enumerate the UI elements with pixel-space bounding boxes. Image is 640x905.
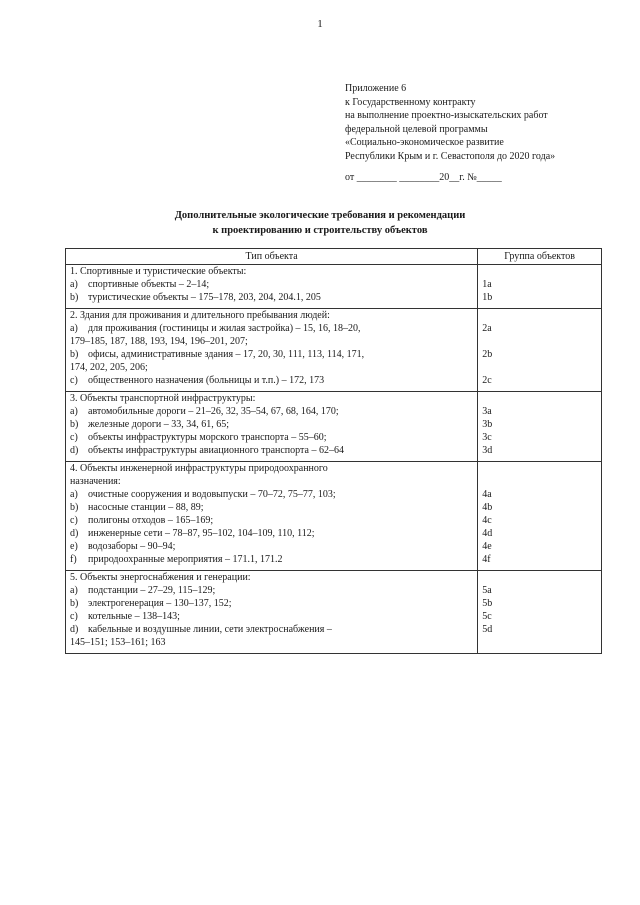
object-group-code: 2b bbox=[478, 348, 602, 374]
section-heading-cell bbox=[66, 265, 478, 279]
object-type-cell bbox=[66, 597, 478, 610]
object-type-continuation: 174, 202, 205, 206; bbox=[70, 362, 148, 373]
object-type-text: объекты инфраструктуры авиационного транспорта – 62–64 bbox=[88, 445, 344, 456]
item-marker: d) bbox=[70, 445, 79, 456]
document-title bbox=[0, 208, 640, 238]
table-row bbox=[66, 527, 602, 540]
object-type-text: спортивные объекты – 2–14; bbox=[88, 279, 210, 290]
section-heading-row bbox=[66, 392, 602, 406]
object-type-cell bbox=[66, 278, 478, 291]
object-type-text: природоохранные мероприятия – 171.1, 171.2 bbox=[88, 554, 283, 565]
object-group-code: 1b bbox=[478, 291, 602, 309]
object-type-line bbox=[70, 374, 473, 387]
object-group-code: 4a bbox=[478, 488, 602, 501]
object-type-line bbox=[70, 444, 473, 457]
item-marker: a) bbox=[70, 585, 78, 596]
item-marker: b) bbox=[70, 598, 79, 609]
object-type-cell bbox=[66, 418, 478, 431]
object-type-line bbox=[70, 322, 473, 335]
object-type-cell bbox=[66, 374, 478, 392]
object-group-code: 4d bbox=[478, 527, 602, 540]
table-row bbox=[66, 610, 602, 623]
appendix-line: к Государственному контракту bbox=[345, 96, 476, 108]
item-marker: a) bbox=[70, 279, 78, 290]
table-row bbox=[66, 623, 602, 654]
item-marker: e) bbox=[70, 541, 78, 552]
section-heading-group-cell bbox=[478, 571, 602, 585]
item-marker: c) bbox=[70, 375, 78, 386]
item-marker: a) bbox=[70, 406, 78, 417]
object-type-continuation: 179–185, 187, 188, 193, 194, 196–201, 207; bbox=[70, 336, 248, 347]
object-type-text: офисы, административные здания – 17, 20, 30, 111, 113, 114, 171, bbox=[88, 349, 365, 360]
object-group-code: 4b bbox=[478, 501, 602, 514]
section-heading-continuation: назначения: bbox=[70, 476, 121, 487]
table-row bbox=[66, 431, 602, 444]
object-type-line bbox=[70, 348, 473, 361]
object-type-line bbox=[70, 553, 473, 566]
object-type-text: железные дороги – 33, 34, 61, 65; bbox=[88, 419, 230, 430]
table-row bbox=[66, 348, 602, 374]
section-heading-row bbox=[66, 265, 602, 279]
section-heading-group-cell bbox=[478, 309, 602, 323]
table-header-row bbox=[66, 249, 602, 265]
object-type-cell bbox=[66, 610, 478, 623]
item-marker: b) bbox=[70, 292, 79, 303]
object-type-line bbox=[70, 623, 473, 636]
section-heading-group-cell bbox=[478, 392, 602, 406]
object-type-line bbox=[70, 527, 473, 540]
object-group-code: 5b bbox=[478, 597, 602, 610]
object-type-cell bbox=[66, 488, 478, 501]
object-type-line bbox=[70, 610, 473, 623]
object-group-code: 3d bbox=[478, 444, 602, 462]
section-heading: 5. Объекты энергоснабжения и генерации: bbox=[70, 572, 251, 583]
table-row bbox=[66, 291, 602, 309]
object-group-code: 4f bbox=[478, 553, 602, 571]
object-type-line bbox=[70, 501, 473, 514]
table-row bbox=[66, 405, 602, 418]
object-type-continuation: 145–151; 153–161; 163 bbox=[70, 637, 166, 648]
page-number: 1 bbox=[317, 18, 323, 30]
item-marker: c) bbox=[70, 515, 78, 526]
object-group-code: 2c bbox=[478, 374, 602, 392]
object-group-code: 5a bbox=[478, 584, 602, 597]
table-row bbox=[66, 374, 602, 392]
object-type-cell bbox=[66, 584, 478, 597]
object-type-cell bbox=[66, 348, 478, 374]
object-type-cell bbox=[66, 501, 478, 514]
table-row bbox=[66, 597, 602, 610]
section-heading: 1. Спортивные и туристические объекты: bbox=[70, 266, 247, 277]
appendix-header bbox=[345, 82, 625, 185]
object-group-code: 4e bbox=[478, 540, 602, 553]
object-groups-table bbox=[65, 248, 602, 654]
object-type-line bbox=[70, 418, 473, 431]
object-type-line bbox=[70, 278, 473, 291]
object-group-code: 3a bbox=[478, 405, 602, 418]
item-marker: c) bbox=[70, 432, 78, 443]
object-group-code: 3c bbox=[478, 431, 602, 444]
header-object-group: Группа объектов bbox=[478, 249, 602, 265]
table-row bbox=[66, 540, 602, 553]
object-type-line bbox=[70, 291, 473, 304]
object-type-text: общественного назначения (больницы и т.п.) – 172, 173 bbox=[88, 375, 325, 386]
object-type-text: очистные сооружения и водовыпуски – 70–72, 75–77, 103; bbox=[88, 489, 336, 500]
object-type-cell bbox=[66, 553, 478, 571]
object-type-line bbox=[70, 431, 473, 444]
item-marker: d) bbox=[70, 528, 79, 539]
object-type-cell bbox=[66, 444, 478, 462]
object-type-line bbox=[70, 597, 473, 610]
appendix-line: федеральной целевой программы bbox=[345, 123, 488, 135]
section-heading-cell bbox=[66, 309, 478, 323]
table-row bbox=[66, 501, 602, 514]
object-type-text: полигоны отходов – 165–169; bbox=[88, 515, 214, 526]
object-type-cell bbox=[66, 291, 478, 309]
object-type-text: насосные станции – 88, 89; bbox=[88, 502, 204, 513]
object-type-cell bbox=[66, 623, 478, 654]
object-type-text: кабельные и воздушные линии, сети электроснабжения – bbox=[88, 624, 332, 635]
section-heading: 4. Объекты инженерной инфраструктуры природоохранного bbox=[70, 463, 328, 474]
object-group-code: 5c bbox=[478, 610, 602, 623]
title-line: Дополнительные экологические требования и рекомендации bbox=[174, 210, 466, 221]
object-group-code: 2a bbox=[478, 322, 602, 348]
object-group-code: 1a bbox=[478, 278, 602, 291]
table-row bbox=[66, 322, 602, 348]
section-heading-group-cell bbox=[478, 265, 602, 279]
table-row bbox=[66, 514, 602, 527]
object-type-cell bbox=[66, 514, 478, 527]
item-marker: f) bbox=[70, 554, 77, 565]
object-type-text: водозаборы – 90–94; bbox=[88, 541, 176, 552]
section-heading: 2. Здания для проживания и длительного пребывания людей: bbox=[70, 310, 330, 321]
table-row bbox=[66, 488, 602, 501]
object-type-text: туристические объекты – 175–178, 203, 204, 204.1, 205 bbox=[88, 292, 321, 303]
object-type-text: электрогенерация – 130–137, 152; bbox=[88, 598, 232, 609]
appendix-line: Приложение 6 bbox=[345, 83, 407, 94]
object-type-cell bbox=[66, 431, 478, 444]
object-type-text: подстанции – 27–29, 115–129; bbox=[88, 585, 216, 596]
item-marker: a) bbox=[70, 489, 78, 500]
object-type-text: инженерные сети – 78–87, 95–102, 104–109, 110, 112; bbox=[88, 528, 315, 539]
object-type-line bbox=[70, 540, 473, 553]
appendix-line: на выполнение проектно-изыскательских работ bbox=[345, 110, 548, 121]
item-marker: c) bbox=[70, 611, 78, 622]
section-heading: 3. Объекты транспортной инфраструктуры: bbox=[70, 393, 256, 404]
object-type-cell bbox=[66, 322, 478, 348]
item-marker: a) bbox=[70, 323, 78, 334]
item-marker: d) bbox=[70, 624, 79, 635]
item-marker: b) bbox=[70, 502, 79, 513]
object-type-text: для проживания (гостиницы и жилая застройка) – 15, 16, 18–20, bbox=[88, 323, 361, 334]
section-heading-cell bbox=[66, 571, 478, 585]
appendix-line: «Социально-экономическое развитие bbox=[345, 137, 504, 148]
object-type-line bbox=[70, 405, 473, 418]
header-object-type: Тип объекта bbox=[66, 249, 478, 265]
object-group-code: 3b bbox=[478, 418, 602, 431]
table-row bbox=[66, 418, 602, 431]
section-heading-row bbox=[66, 571, 602, 585]
item-marker: b) bbox=[70, 419, 79, 430]
object-type-cell bbox=[66, 527, 478, 540]
table-row bbox=[66, 444, 602, 462]
object-group-code: 5d bbox=[478, 623, 602, 654]
table-row bbox=[66, 584, 602, 597]
object-type-cell bbox=[66, 405, 478, 418]
object-type-line bbox=[70, 488, 473, 501]
object-type-cell bbox=[66, 540, 478, 553]
table-body bbox=[66, 265, 602, 654]
section-heading-cell bbox=[66, 392, 478, 406]
title-line: к проектированию и строительству объектов bbox=[212, 225, 428, 236]
object-type-line bbox=[70, 584, 473, 597]
object-type-text: объекты инфраструктуры морского транспорта – 55–60; bbox=[88, 432, 327, 443]
item-marker: b) bbox=[70, 349, 79, 360]
section-heading-row bbox=[66, 309, 602, 323]
table-row bbox=[66, 278, 602, 291]
contract-date-line: от ________ ________20__г. №_____ bbox=[345, 172, 502, 183]
table-row bbox=[66, 553, 602, 571]
section-heading-cell bbox=[66, 462, 478, 489]
object-type-line bbox=[70, 514, 473, 527]
object-group-code: 4c bbox=[478, 514, 602, 527]
object-type-text: автомобильные дороги – 21–26, 32, 35–54, 67, 68, 164, 170; bbox=[88, 406, 339, 417]
object-type-text: котельные – 138–143; bbox=[88, 611, 180, 622]
section-heading-group-cell bbox=[478, 462, 602, 489]
section-heading-row bbox=[66, 462, 602, 489]
appendix-line: Республики Крым и г. Севастополя до 2020 года» bbox=[345, 150, 556, 162]
